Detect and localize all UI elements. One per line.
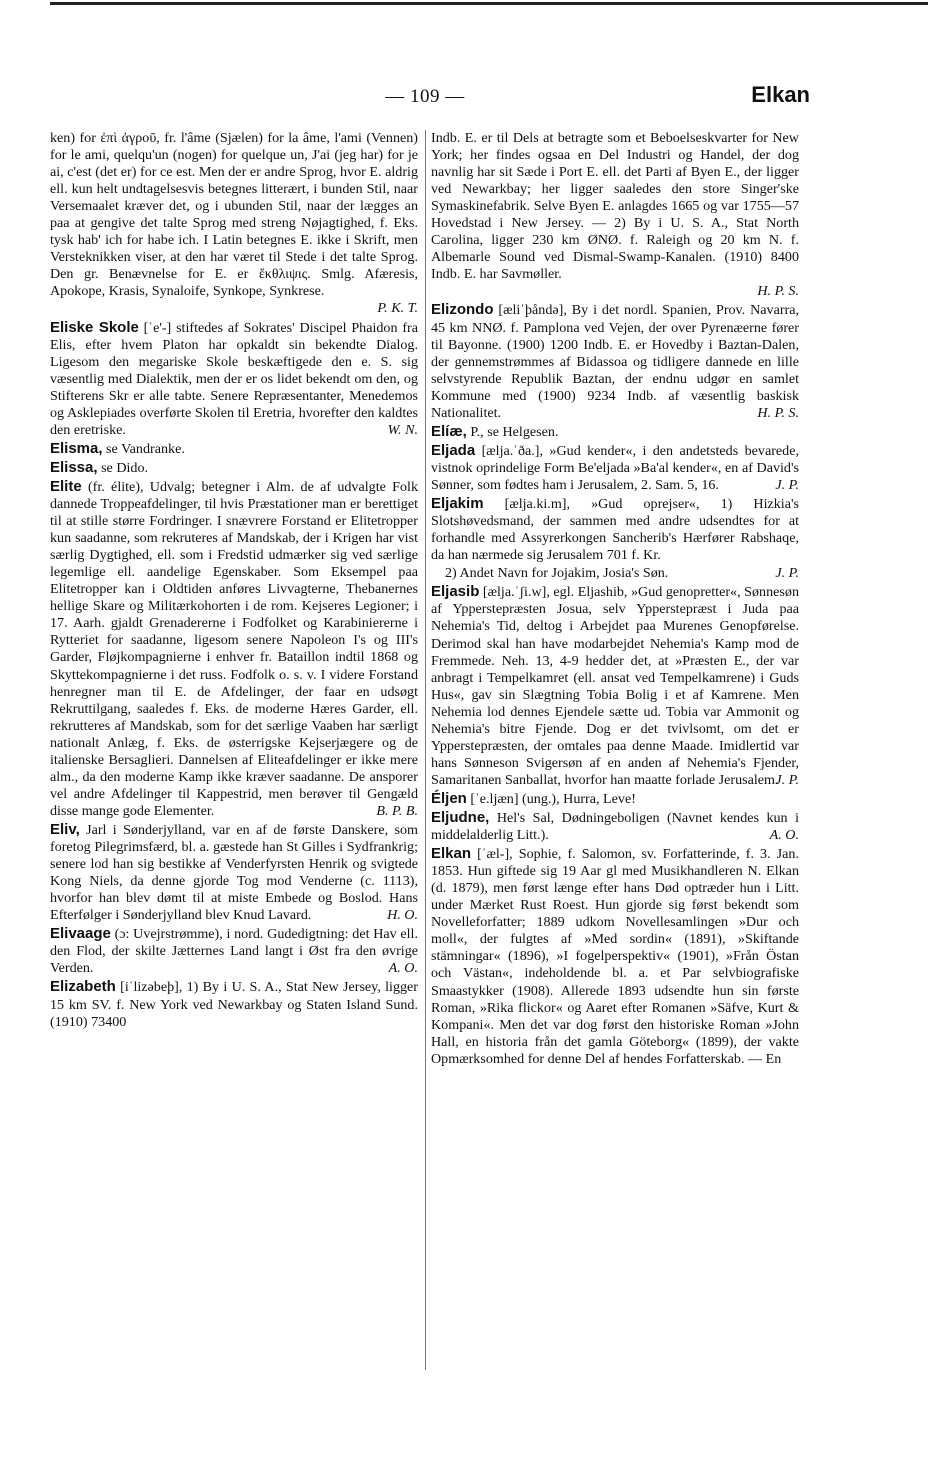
entry-headword: Eljakim [431, 495, 484, 513]
author-signature: J. P. [775, 565, 799, 582]
dictionary-entry [431, 583, 799, 789]
entry-text: [iˈlizəbeþ], 1) By i U. S. A., Stat New Jersey, ligger 15 km SV. f. New York ved Newarkbay og Staten Island Sund. (1910) 73400 [50, 979, 418, 1030]
author-signature: P. K. T. [377, 300, 418, 317]
author-signature: B. P. B. [376, 802, 418, 819]
page-header [40, 82, 810, 118]
author-signature: J. P. [775, 477, 799, 494]
entry-text: (ɔ: Uvejrstrømme), i nord. Gudedigtning: det Hav ell. den Flod, der skilte Jætternes Land langt i Øst fra den øvrige Verden. [50, 926, 418, 977]
entry-headword: Elkan [431, 845, 472, 863]
entry-text: [ælja.ki.m], »Gud oprejser«, 1) Hizkia's Slotshøvedsmand, der sammen med andre udsendtes for at forhandle med Assyrerkongen Sancherib's Hærfører Rabshaqe, da han nærmede sig Jerusalem 701 f. Kr. [431, 496, 799, 564]
dictionary-entry [431, 423, 799, 441]
entry-text: (fr. élite), Udvalg; betegner i Alm. de af udvalgte Folk dannede Troppeafdelinger, til hvis Præstationer man er berettiget til at stille større Fordringer. I snævrere Forstand er Elitetropper kun saadanne, som rekruteres af Mandskab, der i Krigen har vist særlig Dygtighed, ell. som i Fredstid udmærker sig ved særlige legemlige ell. aandelige Egenskaber. Som Eksempel paa Elitetropper kan i Oldtiden anføres Livvagterne, Thebanernes hellige Skare og Militærkohorten i de rom. Kejseres Legioner; i 17. Aarh. gjaldt Grenadererne i Fodfolket og Karabiniererne i Rytteriet for saadanne, ligesom senere Napoleon I's og III's Garder, Fløjkompagnierne i enhver fr. Bataillon indtil 1868 og Skyttekompagnierne i det russ. Fodfolk o. s. v. I videre Forstand henregner man til E. de Afdelinger, der faar en udsøgt Rekruttilgang, saaledes f. Eks. de moderne Hæres Garder, ell. rekrutteres af Mandskab, som for det særlige Vaaben har særligt nationalt Anlæg, f. Eks. de østerrigske Kejserjægere og de italienske Bersaglieri. Dannelsen af Eliteafdelinger er ikke mere alm., da den moderne Kamp ikke kræver saadanne. De ansporer vel andre Afdelinger til Kappestrid, men berøver til Gengæld disse mange gode Elementer. [50, 478, 418, 819]
entry-text: se Vandranke. [102, 440, 185, 457]
dictionary-entry [50, 925, 418, 977]
dictionary-entry [431, 301, 799, 421]
author-signature: H. O. [387, 907, 418, 924]
entry-text: Jarl i Sønderjylland, var en af de første Danskere, som foretog Pilegrimsfærd, bl. a. gæstede han St Gilles i Sydfrankrig; senere lod han sig bestikke af Venderfyrsten Henrik og svigtede Kong Niels, da denne gjorde Tog mod Venderne (c. 1113), hvorfor han blev dømt til at miste Embede og Boslod. Hans Efterfølger i Sønderjylland blev Knud Lavard. [50, 821, 418, 924]
entry-text: [ˈe.ljæn] (ung.), Hurra, Leve! [466, 790, 636, 807]
dictionary-entry [50, 440, 418, 458]
text-columns [50, 130, 810, 1380]
entry-headword: Elisma, [50, 439, 103, 457]
entry-continuation [50, 130, 418, 318]
entry-headword: Elizondo [431, 301, 494, 319]
dictionary-entry [50, 478, 418, 820]
entry-text: [æliˈþåndə], By i det nordl. Spanien, Prov. Navarra, 45 km NNØ. f. Pamplona ved Vejen, der over Pyrenæerne fører til Bayonne. (1900) 1200 Indb. E. er Hovedby i Baztan-Dalen, der gennemstrømmes af Bidassoa og tidligere dannede en lille selvstyrende Republik Baztan, der endnu udgør en samlet Kommune med (1900) 9234 Indb. af væsentlig baskisk Nationalitet. [431, 302, 799, 421]
entry-headword: Eliv, [50, 820, 80, 838]
page-number: — 109 — [385, 86, 465, 107]
running-head: Elkan [751, 82, 810, 107]
dictionary-entry [50, 319, 418, 439]
entry-text: se Dido. [97, 459, 149, 476]
author-signature: H. P. S. [757, 404, 799, 421]
dictionary-entry [431, 809, 799, 844]
dictionary-entry [431, 845, 799, 1068]
dictionary-entry [431, 790, 799, 808]
entry-headword: Elite [50, 477, 82, 495]
author-signature: H. P. S. [757, 283, 799, 300]
right-column [431, 130, 799, 1068]
entry-text: P., se Helgesen. [466, 423, 559, 440]
dictionary-entry [50, 821, 418, 924]
author-signature: A. O. [769, 827, 799, 844]
entry-text: Indb. E. er til Dels at betragte som et Beboelseskvarter for New York; her findes ogsaa en Del Industri og Handel, der dog navnlig har sit Sæde i Port E. ell. det Parti af Byen E., der ligger ved Newarkbay; her ligger saaledes den store Singer'ske Symaskinefabrik. Selve Byen E. anlagdes 1665 og var 1755—57 Hovedstad i New Jersey. — 2) By i U. S. A., Stat North Carolina, ligger 230 km ØNØ. f. Raleigh og 20 km N. f. Albemarle Sound ved Dismal-Swamp-Kanalen. (1910) 8400 Indb. E. har Savmøller. [431, 130, 799, 283]
dictionary-entry [50, 459, 418, 477]
author-signature: J. P. [775, 771, 799, 788]
entry-headword: Eliske Skole [50, 318, 139, 336]
dictionary-entry [50, 978, 418, 1030]
entry-headword: Eljasib [431, 583, 480, 601]
top-rule [50, 2, 928, 5]
entry-text: Hel's Sal, Dødningeboligen (Navnet kendes kun i middelalderlig Litt.). [431, 810, 799, 844]
author-signature: W. N. [387, 421, 418, 438]
left-column [50, 130, 418, 1031]
entry-text: [ˈæl-], Sophie, f. Salomon, sv. Forfatterinde, f. 3. Jan. 1853. Hun giftede sig 19 Aar gl med Musikhandleren N. Elkan (d. 1879), men først længe efter hans Død optræder hun i Litt. under Mærket Rust Roest. Hun gjorde sig først bekendt som Novelleforfatter; 1889 udkom Novellesamlingen »Dur och moll«, der fulgtes af »Med sordin« (1891), »Skiftande stämningar« (1896), »I fogelperspektiv« (1901), »Från Östan och Västan«, indeholdende bl. a. et Par selvbiografiske Smaastykker (1908). Allerede 1893 udsendte hun sin første Roman, »Rika flickor« og Aaret efter Romanen »Säfve, Kurt & Kompani«. Men det var dog først den historiske Roman »John Hall, en historia från det gamla Göteborg« (1899), der vakte Opmærksomhed for denne Del af hendes Forfatterskab. — En [431, 846, 799, 1067]
entry-text: ken) for ἐπὶ ἀγροῦ, fr. l'âme (Sjælen) for la âme, l'ami (Vennen) for le ami, quelqu'un (nogen) for quelque un, J'ai (jeg har) for je ai, c'est (det er) for ce est. Men der er andre Sprog, hvor E. aldrig ell. kun helt undtagelsesvis betegnes litterært, i bunden Stil, naar Versemaalet kræver det, og i ubunden Stil, naar der lægges an paa at gengive det talte Sprog med streng Nøjagtighed, f. Eks. tysk hab' ich for habe ich. I Latin betegnes E. ikke i Skrift, men Versteknikken viser, at den har været til Stede i det talte Sprog. Den gr. Benævnelse for E. er ἔκθλιψις. Smlg. Afæresis, Apokope, Krasis, Synaloife, Synkope, Synkrese. [50, 130, 418, 300]
entry-text: [ælja.ˈʃi.w], egl. Eljashib, »Gud genopretter«, Sønnesøn af Ypperstepræsten Josua, selv Ypperstepræst i Juda paa Nehemia's Tid, deltog i Arbejdet paa Murenes Genopførelse. Derimod skal han have modarbejdet Nehemia's Kamp mod de Fremmede. Neh. 13, 4-9 hedder det, at »Præsten E., der var anbragt i Tempelkamret (ell. ansat ved Tempelkamrene) i Guds Hus«, gav sin Slægtning Tobia Bolig i et af Kamrene. Men Nehemia lod dennes Ejendele sætte ud. Tobia var Ammonit og Nehemia's bitre Fjende. Dog er det tvivlsomt, om det er Ypperstepræsten, der omtales paa denne Maade. Imidlertid var hans Sønneson Svigersøn af en anden af Nehemia's Fjender, Samaritanen Sanballat, hvorfor han maatte forlade Jerusalem. [431, 584, 799, 788]
author-signature: A. O. [388, 960, 418, 977]
entry-headword: Éljen [431, 789, 467, 807]
entry-headword: Eljudne, [431, 809, 490, 827]
entry-continuation [431, 565, 799, 582]
column-divider [425, 130, 426, 1370]
entry-text: [ælja.ˈða.], »Gud kender«, i den andetsteds bevarede, vistnok oprindelige Form Be'eljada »Ba'al kender«, en af David's Sønner, som fødtes ham i Jerusalem, 2. Sam. 5, 16. [431, 442, 799, 493]
entry-headword: Elissa, [50, 458, 98, 476]
dictionary-entry [431, 442, 799, 494]
entry-headword: Elivaage [50, 925, 111, 943]
dictionary-entry [431, 495, 799, 564]
entry-headword: Elíæ, [431, 422, 467, 440]
entry-text: [ˈe'-] stiftedes af Sokrates' Discipel Phaidon fra Elis, efter hvem Platon har opkaldt sin bekendte Dialog. Ligesom den megariske Skole beskæftigede den e. S. sig væsentlig med Dialektik, men der er os lidet bekendt om den, og Stifterens Skr er alle tabte. Senere Repræsentanter, Menedemos og Asklepiades overførte Skolen til Eretria, hvorefter den kaldtes den eretriske. [50, 319, 418, 438]
entry-headword: Eljada [431, 441, 476, 459]
entry-headword: Elizabeth [50, 978, 116, 996]
entry-text: 2) Andet Navn for Jojakim, Josia's Søn. [445, 565, 669, 582]
entry-continuation [431, 130, 799, 300]
